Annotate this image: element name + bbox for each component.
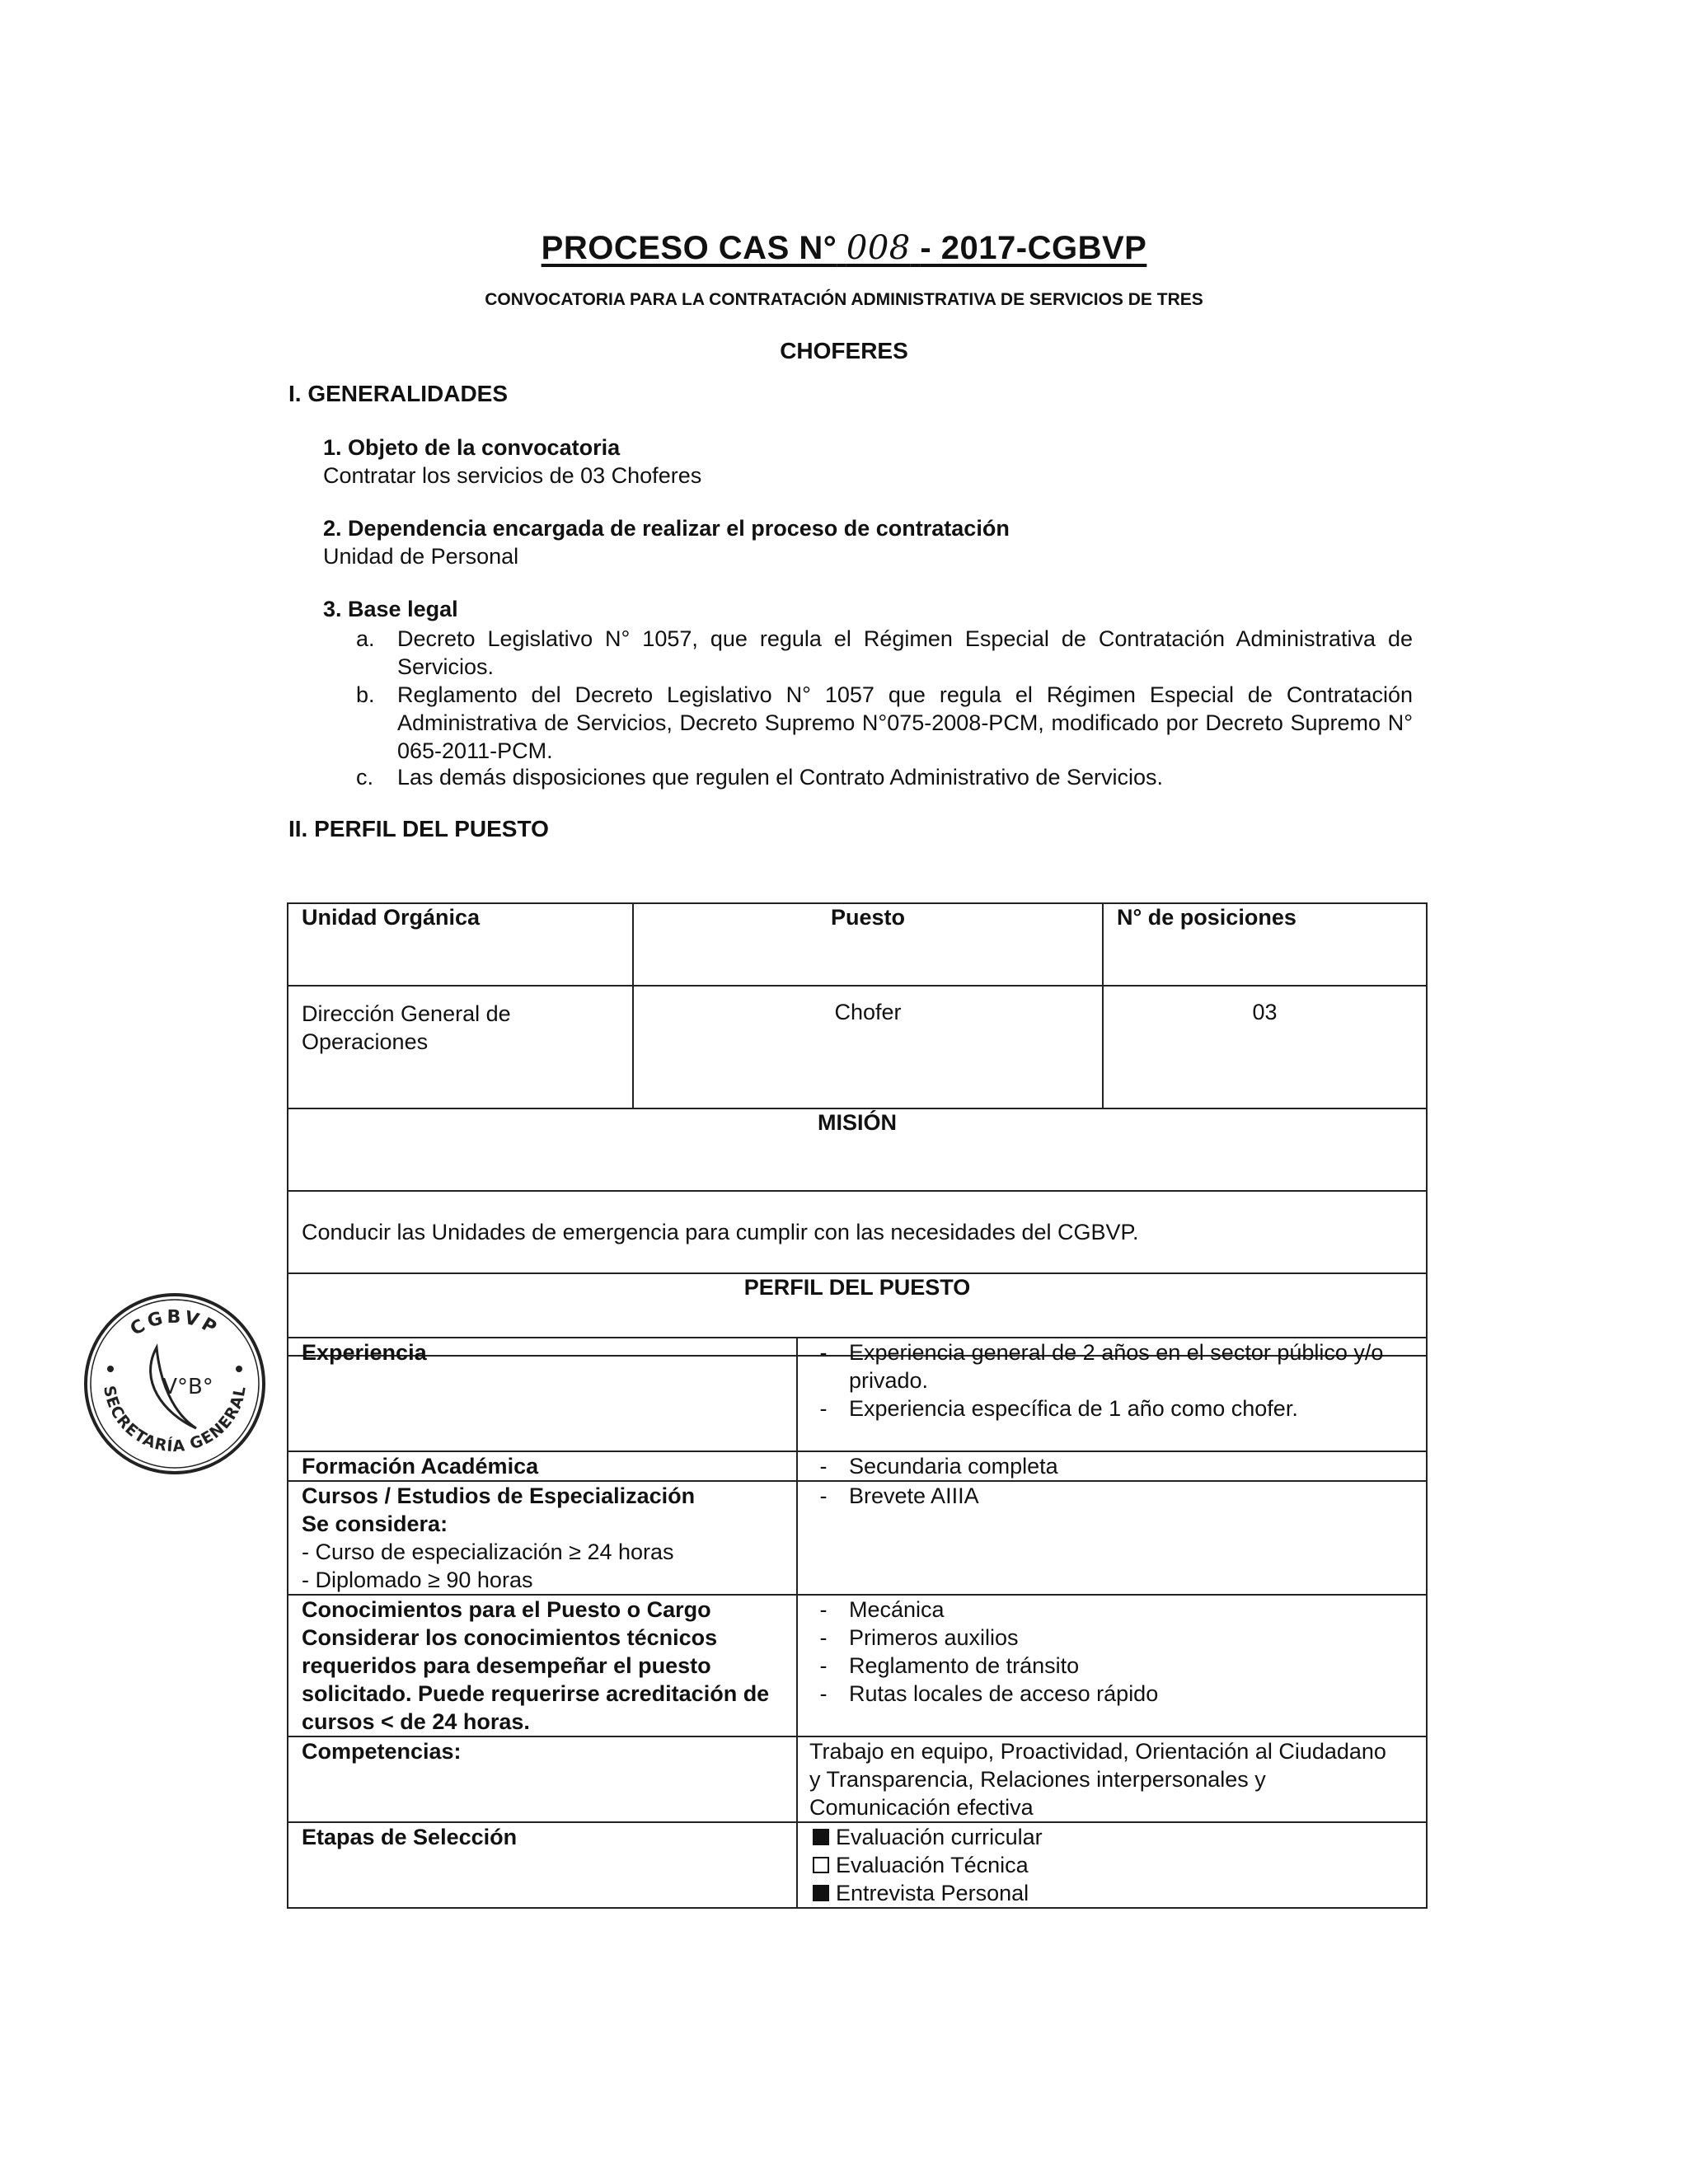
profile-details-table <box>287 1337 1428 1909</box>
title-number: 008 <box>846 229 911 267</box>
competencias-label: Competencias: <box>302 1739 462 1764</box>
legal-item-b <box>356 681 1413 765</box>
mision-row <box>288 1191 1427 1273</box>
experiencia-item-2: - Experiencia específica de 1 año como chofer. <box>819 1396 1298 1421</box>
experiencia-item-1: - Experiencia general de 2 años en el sector público y/o privado. <box>819 1340 1384 1393</box>
seal-center-text: V°B° <box>162 1375 213 1399</box>
document-subtitle-2: CHOFERES <box>780 338 908 363</box>
cursos-item-1: - Brevete AIIIA <box>819 1483 979 1508</box>
header-unidad: Unidad Orgánica <box>288 903 633 986</box>
etapa-1-checkbox <box>813 1829 829 1845</box>
title-prefix: PROCESO CAS N° <box>541 230 837 266</box>
item-2-text: Unidad de Personal <box>323 544 519 569</box>
cursos-considera: Se considera: <box>302 1511 448 1536</box>
conocimientos-item-4: - Rutas locales de acceso rápido <box>819 1681 1159 1706</box>
experiencia-label: Experiencia <box>302 1340 427 1365</box>
cell-puesto: Chofer <box>633 986 1103 1108</box>
header-puesto: Puesto <box>633 903 1103 986</box>
document-subtitle: CONVOCATORIA PARA LA CONTRATACIÓN ADMINISTRATIVA DE SERVICIOS DE TRES <box>485 290 1203 309</box>
legal-item-c-text: Las demás disposiciones que regulen el Contrato Administrativo de Servicios. <box>397 765 1163 790</box>
row-formacion <box>288 1451 1427 1481</box>
cell-posiciones: 03 <box>1103 986 1427 1108</box>
row-experiencia <box>288 1338 1427 1451</box>
conocimientos-label: Conocimientos para el Puesto o Cargo <box>302 1597 711 1622</box>
section-1-heading: I. GENERALIDADES <box>288 381 509 406</box>
legal-item-b-label: b. <box>356 682 375 707</box>
conocimientos-note: Considerar los conocimientos técnicos requeridos para desempeñar el puesto solicitado. Puede requerirse acreditación de cursos < de 24 horas. <box>302 1625 770 1734</box>
cursos-line-1: - Curso de especialización ≥ 24 horas <box>302 1540 674 1564</box>
document-title <box>0 229 1688 267</box>
etapa-1: Evaluación curricular <box>809 1823 1426 1851</box>
position-table-header <box>288 903 1427 986</box>
row-conocimientos <box>288 1595 1427 1736</box>
legal-item-a <box>356 625 1413 681</box>
legal-item-b-text: Reglamento del Decreto Legislativo N° 1057 que regula el Régimen Especial de Contratación Administrativa de Servicios, Decreto Supremo N°075-2008-PCM, modificado por Decreto Supremo N° 065-2011-PCM. <box>397 682 1413 763</box>
etapa-3: Entrevista Personal <box>809 1879 1426 1907</box>
etapa-2: Evaluación Técnica <box>809 1851 1426 1879</box>
formacion-item-1: - Secundaria completa <box>819 1454 1058 1479</box>
cursos-label: Cursos / Estudios de Especialización <box>302 1483 696 1508</box>
row-cursos <box>288 1481 1427 1595</box>
legal-item-c-label: c. <box>356 765 374 790</box>
seal-top-text: CGBVP <box>127 1306 223 1341</box>
formacion-label: Formación Académica <box>302 1454 539 1479</box>
legal-item-a-label: a. <box>356 626 375 651</box>
competencias-text: Trabajo en equipo, Proactividad, Orientación al Ciudadano y Transparencia, Relaciones interpersonales y Comunicación efectiva <box>809 1739 1386 1820</box>
official-seal-stamp <box>81 1290 269 1478</box>
section-2-heading: II. PERFIL DEL PUESTO <box>288 816 549 841</box>
seal-bottom-text: SECRETARÍA GENERAL <box>100 1384 250 1456</box>
item-2-title: 2. Dependencia encargada de realizar el proceso de contratación <box>323 516 1010 541</box>
seal-graphic <box>81 1290 269 1478</box>
mision-band <box>288 1108 1427 1191</box>
cell-unidad: Dirección General de Operaciones <box>288 986 633 1108</box>
etapa-3-checkbox <box>813 1885 829 1901</box>
position-table <box>287 902 1428 1357</box>
item-1-text: Contratar los servicios de 03 Choferes <box>323 463 702 488</box>
mision-text: Conducir las Unidades de emergencia para cumplir con las necesidades del CGBVP. <box>288 1191 1427 1273</box>
row-etapas <box>288 1822 1427 1908</box>
perfil-label: PERFIL DEL PUESTO <box>288 1273 1427 1356</box>
cursos-line-2: - Diplomado ≥ 90 horas <box>302 1568 533 1592</box>
item-1-title: 1. Objeto de la convocatoria <box>323 435 621 460</box>
legal-item-a-text: Decreto Legislativo N° 1057, que regula el Régimen Especial de Contratación Administrativa de Servicios. <box>397 626 1413 679</box>
etapa-2-checkbox <box>813 1857 829 1873</box>
conocimientos-item-1: - Mecánica <box>819 1597 945 1622</box>
conocimientos-item-3: - Reglamento de tránsito <box>819 1653 1080 1678</box>
title-suffix: - 2017-CGBVP <box>920 230 1147 266</box>
conocimientos-item-2: - Primeros auxilios <box>819 1625 1019 1650</box>
header-posiciones: N° de posiciones <box>1103 903 1427 986</box>
row-competencias <box>288 1736 1427 1822</box>
mision-label: MISIÓN <box>288 1108 1427 1191</box>
svg-text:CGBVP <box>127 1307 223 1340</box>
etapas-label: Etapas de Selección <box>302 1825 518 1849</box>
item-3-title: 3. Base legal <box>323 597 458 621</box>
legal-item-c <box>356 763 1413 791</box>
position-table-row <box>288 986 1427 1108</box>
